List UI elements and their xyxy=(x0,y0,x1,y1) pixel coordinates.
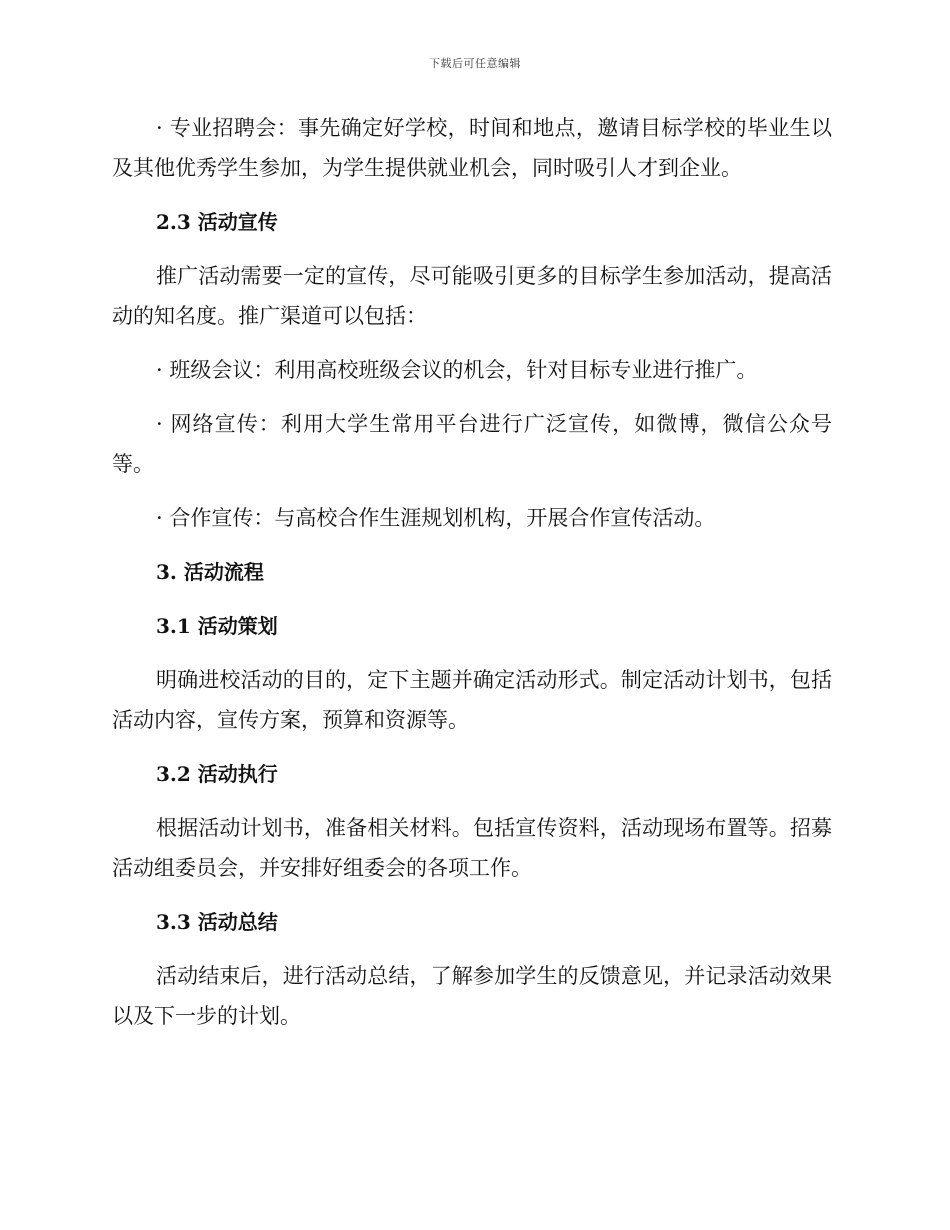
paragraph-online-promotion: · 网络宣传：利用大学生常用平台进行广泛宣传，如微博，微信公众号等。 xyxy=(112,412,832,476)
paragraph-class-meeting: · 班级会议：利用高校班级会议的机会，针对目标专业进行推广。 xyxy=(156,358,758,382)
paragraph-execution: 根据活动计划书，准备相关材料。包括宣传资料，活动现场布置等。招募活动组委员会，并安排好组委会的各项工作。 xyxy=(112,816,832,880)
section-heading-3-3: 3.3 活动总结 xyxy=(156,910,278,934)
section-heading-3: 3. 活动流程 xyxy=(156,560,264,584)
paragraph-planning: 明确进校活动的目的，定下主题并确定活动形式。制定活动计划书，包括活动内容，宣传方案，预算和资源等。 xyxy=(112,668,832,732)
document-body xyxy=(112,108,832,1050)
paragraph-job-fair: · 专业招聘会：事先确定好学校，时间和地点，邀请目标学校的毕业生以及其他优秀学生参加，为学生提供就业机会，同时吸引人才到企业。 xyxy=(112,116,832,180)
paragraph-cooperative-promotion: · 合作宣传：与高校合作生涯规划机构，开展合作宣传活动。 xyxy=(156,506,716,530)
section-heading-3-1: 3.1 活动策划 xyxy=(156,614,278,638)
paragraph-promotion-intro: 推广活动需要一定的宣传，尽可能吸引更多的目标学生参加活动，提高活动的知名度。推广渠道可以包括： xyxy=(112,264,832,328)
paragraph-summary: 活动结束后，进行活动总结，了解参加学生的反馈意见，并记录活动效果以及下一步的计划。 xyxy=(112,964,832,1028)
page-header-note: 下载后可任意编辑 xyxy=(429,57,521,70)
section-heading-2-3: 2.3 活动宣传 xyxy=(156,210,278,234)
section-heading-3-2: 3.2 活动执行 xyxy=(156,762,278,786)
